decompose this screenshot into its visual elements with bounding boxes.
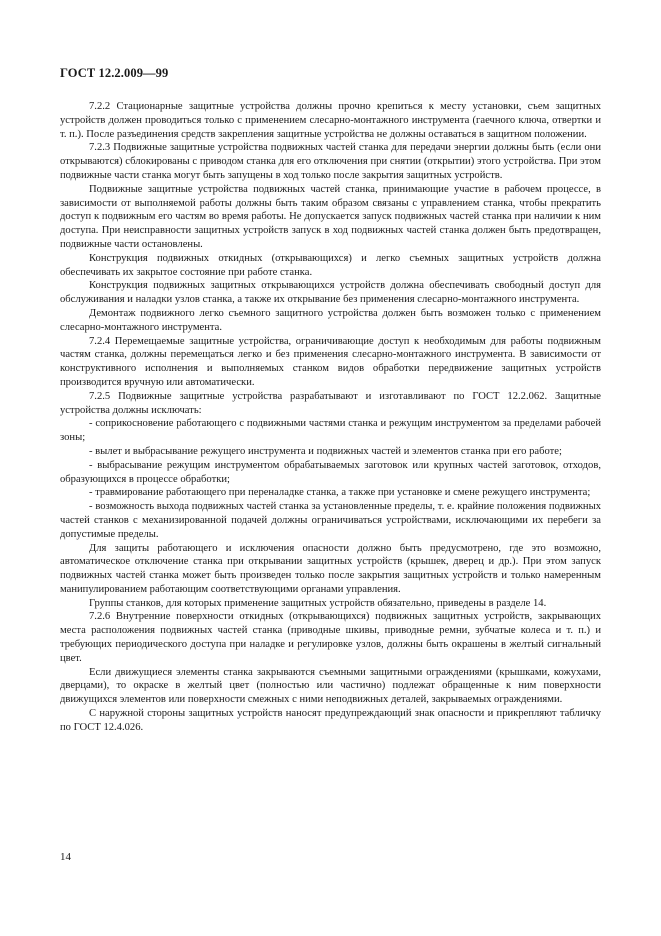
paragraph-7-2-4: 7.2.4 Перемещаемые защитные устройства, ограничивающие доступ к необходимым для работы подвижным частям станка, должны перемещаться легко и без применения слесарно-монтажного инструмента. В зависимости от конструктивного исполнения и выполняемых станком видов обработки передвижение защитных устройств производится вручную или автоматически.: [60, 335, 601, 388]
paragraph-7-2-3: 7.2.3 Подвижные защитные устройства подвижных частей станка для передачи энергии должны быть (если они открываются) сблокированы с приводом станка для его отключения при снятии (открытии) этого устройства. При этом подвижные части станка могут быть запущены в ход только после закрытия защитных устройств.: [60, 142, 601, 181]
paragraph-7-2-2: 7.2.2 Стационарные защитные устройства должны прочно крепиться к месту установки, съем защитных устройств должен проводиться только с применением слесарно-монтажного инструмента (гаечного ключа, отвертки и т. п.). После разъединения средств закрепления защитные устройства не должны оставаться в защитном положении.: [60, 101, 601, 140]
page-number: 14: [60, 851, 71, 863]
list-item-ejection-workpiece: - выбрасывание режущим инструментом обрабатываемых заготовок или крупных частей заготовок, отходов, образующихся в процессе обработки;: [60, 459, 601, 485]
paragraph-auto-shutdown: Для защиты работающего и исключения опасности должно быть предусмотрено, где это возможно, автоматическое отключение станка при открывании защитных устройств (крышек, дверец и др.). При этом запуск подвижных частей станка может быть произведен только после закрытия защитных устройств и только намеренным манипулированием работающим соответствующими органами управления.: [60, 542, 601, 595]
paragraph-machine-groups: Группы станков, для которых применение защитных устройств обязательно, приведены в разделе 14.: [89, 597, 547, 609]
paragraph-7-2-6: 7.2.6 Внутренние поверхности откидных (открывающихся) подвижных защитных устройств, закрывающих места расположения подвижных частей станка (приводные шкивы, приводные ремни, зубчатые колеса и т. п.) и требующих периодического доступа при наладке и регулировке узлов, должны быть окрашены в желтый сигнальный цвет.: [60, 611, 601, 664]
paragraph-yellow-paint: Если движущиеся элементы станка закрываются съемными защитными ограждениями (крышками, кожухами, дверцами), то окраске в желтый цвет (полностью или частично) подлежат обращенные к ним поверхности движущихся элементов или поверхности смежных с ними неподвижных деталей, закрываемых ограждениями.: [60, 666, 601, 706]
list-item-overtravel: - возможность выхода подвижных частей станка за установленные пределы, т. е. крайние положения подвижных частей станков с механизированной подачей должны ограничиваться устройствами, исключающими их перебеги за допустимые пределы.: [60, 501, 601, 540]
list-item-contact: - соприкосновение работающего с подвижными частями станка и режущим инструментом за пределами рабочей зоны;: [60, 418, 601, 444]
list-item-ejection-tool: - вылет и выбрасывание режущего инструмента и подвижных частей и элементов станка при его работе;: [89, 445, 562, 457]
paragraph-hinged-guards-closed: Конструкция подвижных откидных (открывающихся) и легко съемных защитных устройств должна обеспечивать их закрытое состояние при работе станка.: [60, 252, 601, 278]
document-code-header: ГОСТ 12.2.009—99: [60, 66, 169, 80]
paragraph-movable-guards-process: Подвижные защитные устройства подвижных частей станка, принимающие участие в рабочем процессе, в зависимости от выполняемой работы должны быть таким образом связаны с управлением станка, чтобы прекратить доступ к подвижным его частям во время работы. Не допускается запуск подвижных частей станка при наличии к ним доступа. При неисправности защитных устройств запуск в ход подвижных частей станка должен быть предотвращен, подвижные части остановлены.: [60, 183, 601, 250]
paragraph-7-2-5: 7.2.5 Подвижные защитные устройства разрабатывают и изготавливают по ГОСТ 12.2.062. Защитные устройства должны исключать:: [60, 390, 601, 416]
paragraph-opening-guards-access: Конструкция подвижных защитных открывающихся устройств должна обеспечивать свободный доступ для обслуживания и наладки узлов станка, а также их открывание без применения слесарно-монтажного инструмента.: [60, 280, 601, 306]
list-item-injury: - травмирование работающего при переналадке станка, а также при установке и смене режущего инструмента;: [89, 487, 591, 499]
document-body: [60, 100, 601, 735]
paragraph-dismantling: Демонтаж подвижного легко съемного защитного устройства должен быть возможен только с применением слесарно-монтажного инструмента.: [60, 307, 601, 333]
paragraph-warning-sign: С наружной стороны защитных устройств наносят предупреждающий знак опасности и прикрепляют табличку по ГОСТ 12.4.026.: [60, 708, 601, 733]
